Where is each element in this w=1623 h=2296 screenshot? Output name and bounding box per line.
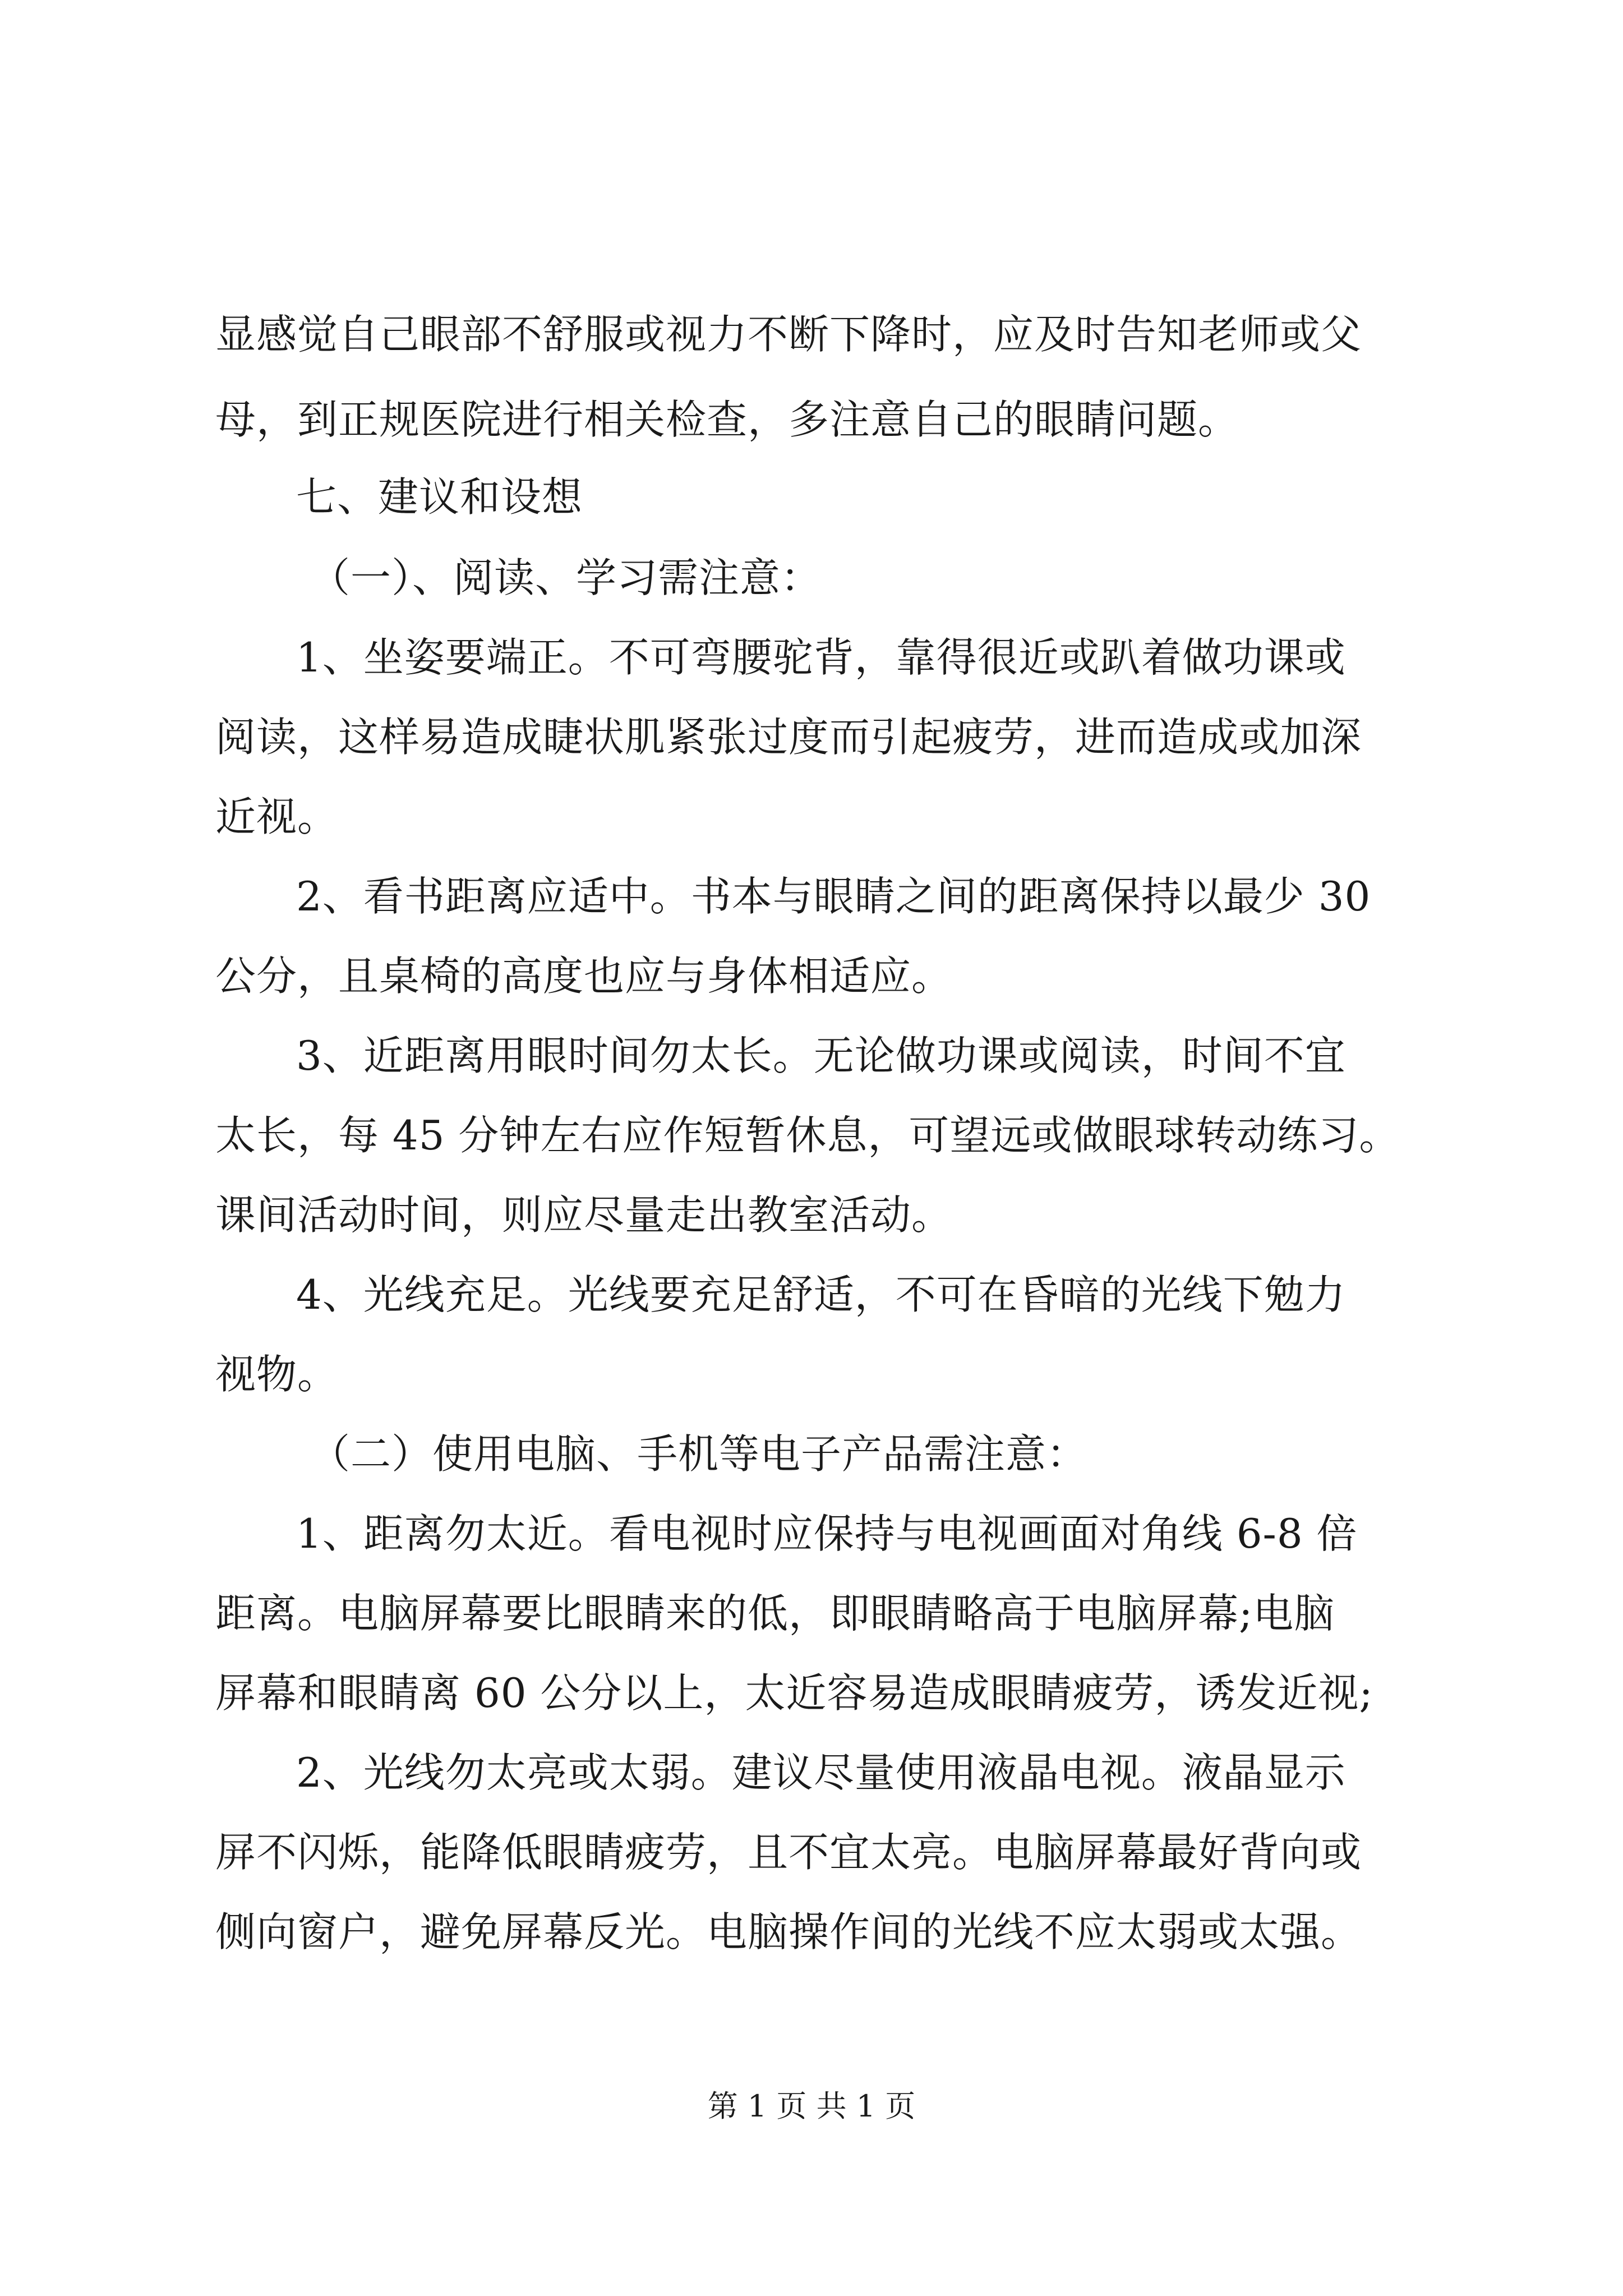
section-heading: 七、建议和设想	[296, 473, 583, 521]
subsection-heading: （一）、阅读、学习需注意：	[310, 554, 822, 601]
body-line: 公分，且桌椅的高度也应与身体相适应。	[215, 953, 953, 1000]
body-line: 近视。	[215, 793, 339, 840]
body-line: 母，到正规医院进行相关检查，多注意自己的眼睛问题。	[215, 396, 1239, 443]
body-line: 课间活动时间，则应尽量走出教室活动。	[215, 1191, 953, 1239]
body-line: 显感觉自己眼部不舒服或视力不断下降时，应及时告知老师或父	[215, 311, 1362, 358]
body-line: 屏幕和眼睛离 60 公分以上，太近容易造成眼睛疲劳，诱发近视;	[215, 1669, 1373, 1717]
body-line: 视物。	[215, 1351, 339, 1398]
body-line: 距离。电脑屏幕要比眼睛来的低，即眼睛略高于电脑屏幕;电脑	[215, 1590, 1335, 1637]
subsection-heading: （二）使用电脑、手机等电子产品需注意：	[310, 1430, 1088, 1478]
body-line: 阅读，这样易造成睫状肌紧张过度而引起疲劳，进而造成或加深	[215, 714, 1362, 761]
body-line: 4、光线充足。光线要充足舒适，不可在昏暗的光线下勉力	[296, 1271, 1346, 1318]
body-line: 太长，每 45 分钟左右应作短暂休息，可望远或做眼球转动练习。	[215, 1112, 1400, 1159]
body-line: 2、光线勿太亮或太弱。建议尽量使用液晶电视。液晶显示	[296, 1749, 1346, 1796]
body-line: 屏不闪烁，能降低眼睛疲劳，且不宜太亮。电脑屏幕最好背向或	[215, 1829, 1362, 1876]
body-line: 1、坐姿要端正。不可弯腰驼背，靠得很近或趴着做功课或	[296, 634, 1346, 681]
page-number-footer: 第 1 页 共 1 页	[707, 2088, 916, 2124]
body-line: 侧向窗户，避免屏幕反光。电脑操作间的光线不应太弱或太强。	[215, 1908, 1362, 1955]
body-line: 2、看书距离应适中。书本与眼睛之间的距离保持以最少 30	[296, 873, 1371, 920]
body-line: 1、距离勿太近。看电视时应保持与电视画面对角线 6-8 倍	[296, 1510, 1358, 1557]
body-line: 3、近距离用眼时间勿太长。无论做功课或阅读，时间不宜	[296, 1032, 1346, 1079]
